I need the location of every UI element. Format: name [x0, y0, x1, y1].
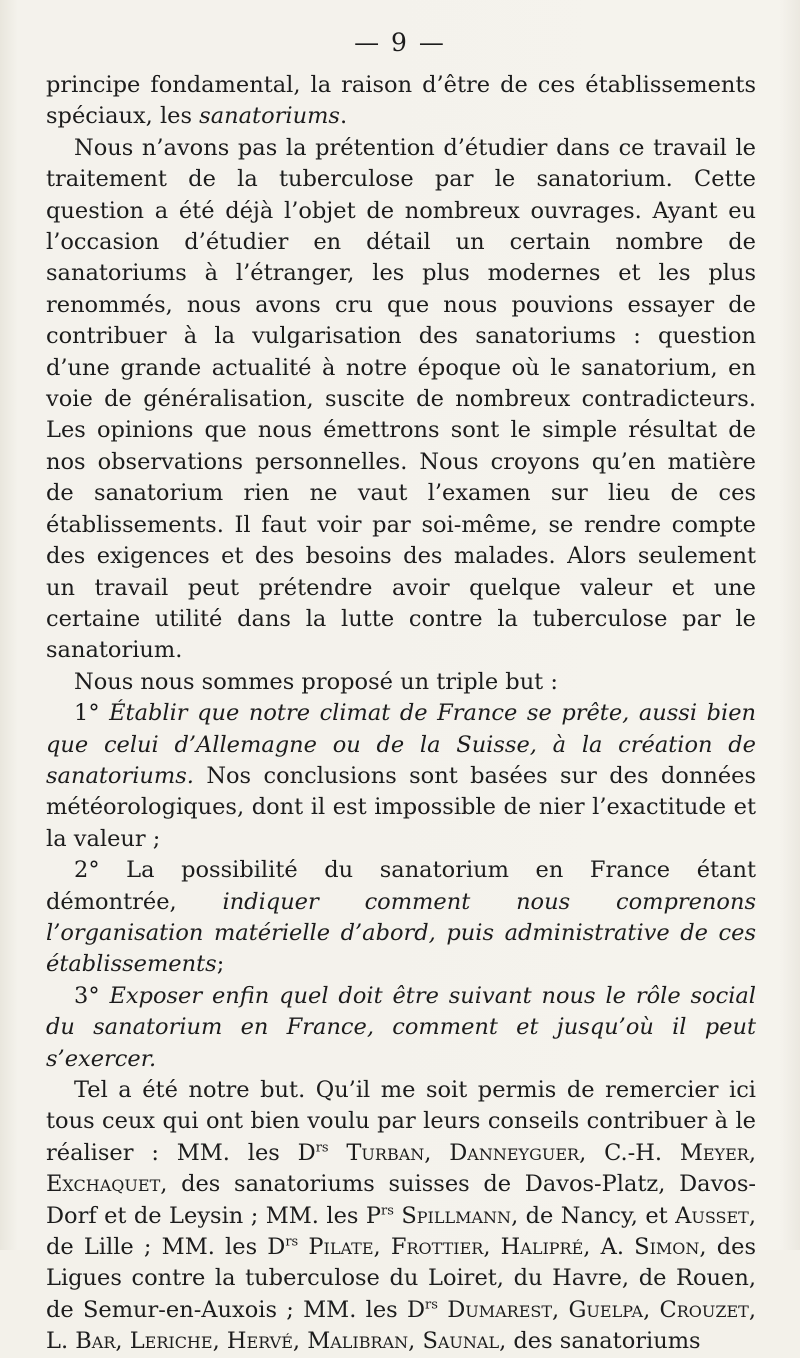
italic-text: indiquer comment nous comprenons l’organisation matérielle d’abord, puis administrative de ces établissements: [46, 888, 756, 978]
person-name: Danneyguer: [449, 1139, 580, 1166]
text-run: , des sanatoriums: [499, 1328, 701, 1355]
paragraph-6: [46, 981, 756, 1075]
paragraph-4: [46, 698, 756, 855]
paragraph-1: [46, 70, 756, 133]
text-run: ,: [552, 1296, 569, 1323]
person-name: Meyer: [679, 1139, 749, 1166]
person-name: Turban: [346, 1139, 425, 1166]
page-number: — 9 —: [354, 28, 446, 57]
paragraph-2: Nous n’avons pas la prétention d’étudier dans ce travail le traitement de la tuberculose par le sanatorium. Cette question a été déjà l’objet de nombreux ouvrages. Ayant eu l’occasion d’étudier en détail un certain nombre de sanatoriums à l’étranger, les plus modernes et les plus renommés, nous avons cru que nous pouvions essayer de contribuer à la vulgarisation des sanatoriums : question d’une grande actualité à notre époque où le sanatorium, en voie de généralisation, suscite de nombreux contradicteurs. Les opinions que nous émettrons sont le simple résultat de nos observations personnelles. Nous croyons qu’en matière de sanatorium rien ne vaut l’examen sur lieu de ces établissements. Il faut voir par soi-même, se rendre compte des exigences et des besoins des malades. Alors seulement un travail peut prétendre avoir quelque valeur et une certaine utilité dans la lutte contre la tuberculose par le sanatorium.: [46, 134, 756, 664]
text-run: ,: [212, 1328, 227, 1355]
text-run: ,: [643, 1296, 660, 1323]
text-run: , L.: [46, 1296, 756, 1355]
person-name: Hervé: [226, 1328, 293, 1355]
superscript: rs: [381, 1203, 394, 1219]
person-name: Spillmann: [401, 1202, 512, 1229]
paragraph-7: [46, 1075, 756, 1358]
italic-term: sanatoriums: [199, 103, 340, 130]
italic-text: Établir que notre climat de France se prête, aussi bien que celui d’Allemagne ou de la Suisse, à la création de sanatoriums.: [46, 700, 756, 789]
text-run: , C.-H.: [579, 1139, 680, 1166]
text-run: ,: [408, 1328, 423, 1355]
person-name: Pilate: [308, 1234, 374, 1261]
paragraph-5: [46, 855, 756, 981]
list-number: 2°: [74, 857, 127, 884]
text-run: La possibilité du sanatorium en France étant démontrée,: [46, 857, 757, 915]
text-run: ,: [748, 1139, 756, 1166]
text-run: , A.: [583, 1234, 635, 1261]
list-number: 1°: [74, 700, 110, 727]
text-run: principe fondamental, la raison d’être de ces établissements spéciaux, les: [46, 72, 756, 130]
text-run: ,: [292, 1328, 308, 1355]
text-run: ;: [216, 951, 225, 978]
superscript: rs: [425, 1297, 438, 1313]
superscript: rs: [315, 1140, 329, 1156]
text-run: , de Nancy, et: [511, 1202, 676, 1229]
italic-text: Exposer enfin quel doit être suivant nous le rôle social du sanatorium en France, comment et jusqu’où il peut s’exercer.: [46, 982, 757, 1072]
text-run: ,: [483, 1234, 501, 1261]
paragraph-3: Nous nous sommes proposé un triple but :: [74, 668, 558, 695]
text-run: Nos conclusions sont basées sur des données météorologiques, dont il est impossible de nier l’exactitude et la valeur ;: [46, 762, 756, 852]
person-name: Leriche: [129, 1328, 213, 1355]
text-run: , des sanatoriums suisses de Davos-Platz, Davos-Dorf et de Leysin ; MM. les P: [46, 1171, 756, 1229]
text-run: ,: [424, 1139, 450, 1166]
person-name: Dumarest: [447, 1296, 553, 1323]
person-name: Halipré: [500, 1234, 584, 1261]
person-name: Frottier: [390, 1234, 484, 1261]
list-number: 3°: [74, 982, 110, 1009]
text-run: Tel a été notre but. Qu’il me soit permis de remercier ici tous ceux qui ont bien voulu par leurs conseils contribuer à le réaliser : MM. les D: [46, 1077, 756, 1166]
person-name: Malibran: [307, 1328, 409, 1355]
person-name: Bar: [75, 1328, 116, 1355]
person-name: Exchaquet: [46, 1171, 161, 1198]
text-run: .: [339, 103, 348, 130]
person-name: Guelpa: [568, 1296, 644, 1323]
person-name: Crouzet: [659, 1296, 749, 1323]
person-name: Ausset: [675, 1202, 749, 1229]
text-run: , de Lille ; MM. les D: [46, 1202, 757, 1261]
text-run: ,: [373, 1234, 391, 1261]
text-run: , des Ligues contre la tuberculose du Loiret, du Havre, de Rouen, de Semur-en-Auxois ; MM. les D: [46, 1234, 756, 1323]
person-name: Simon: [634, 1234, 700, 1261]
body-text: [46, 70, 756, 1358]
superscript: rs: [285, 1234, 299, 1250]
person-name: Saunal: [422, 1328, 500, 1355]
text-run: ,: [115, 1328, 130, 1355]
